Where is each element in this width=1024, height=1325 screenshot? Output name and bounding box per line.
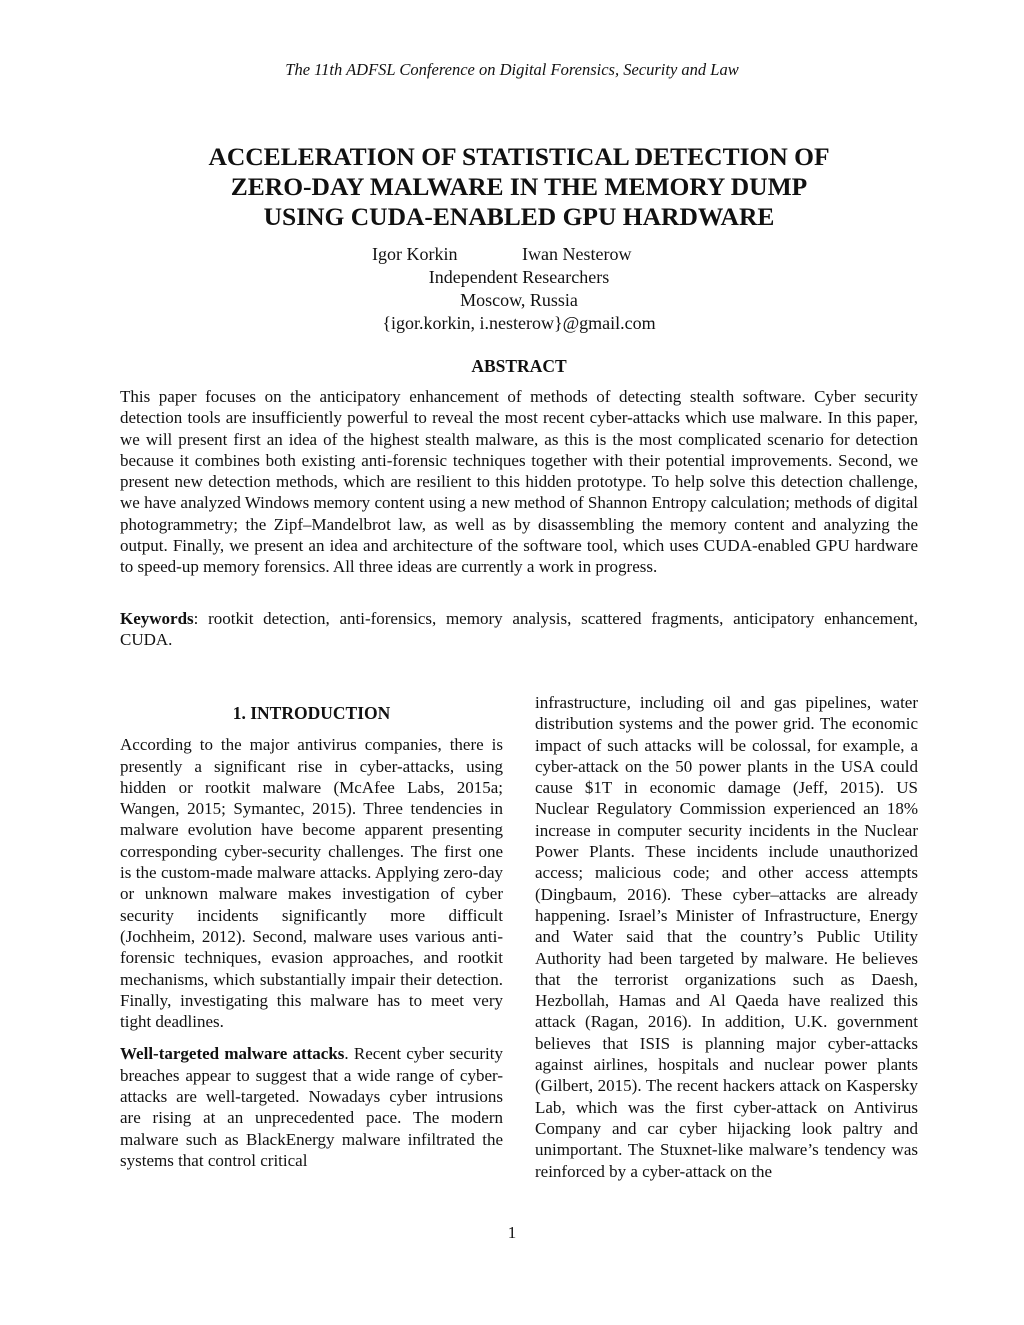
paragraph-2-label: Well-targeted malware attacks <box>120 1044 345 1064</box>
right-column-text: infrastructure, including oil and gas pipelines, water distribution systems and the power grid. The economic impact of such attacks will be colossal, for example, a cyber-attack on the 50 power plants in the USA could cause $1T in economic damage (Jeff, 2015). US Nuclear Regulatory Commission experienced an 18% increase in computer security incidents in the Nuclear Power Plants. These incidents include unauthorized access; malicious code; and other access attempts (Dingbaum, 2016). These cyber–attacks are already happening. Israel’s Minister of Infrastructure, Energy and Water said that the country’s Public Utility Authority had been targeted by malware. He believes that the terrorist organizations such as Daesh, Hezbollah, Hamas and Al Qaeda have realized this attack (Ragan, 2016). In addition, U.K. government believes that ISIS is planning major cyber-attacks against airlines, hospitals and nuclear power plants (Gilbert, 2015). The recent hackers attack on Kaspersky Lab, which was the first cyber-attack on Antivirus Company and car cyber hijacking look paltry and unimportant. The Stuxnet-like malware’s tendency was reinforced by a cyber-attack on the <box>535 693 918 1181</box>
author-name: Igor Korkin <box>372 244 458 264</box>
paragraph-2-text: . Recent cyber security breaches appear to suggest that a wide range of cyber-attacks are well-targeted. Nowadays cyber intrusions are rising at an unprecedented pace. The modern malware such as BlackEnergy malware infiltrated the systems that control critical <box>120 1044 504 1170</box>
introduction-paragraph-1: According to the major antivirus companies, there is presently a significant rise in cyber-attacks, using hidden or rootkit malware (McAfee Labs, 2015a; Wangen, 2015; Symantec, 2015). Three tendencies in malware evolution have become apparent presenting corresponding cyber-security challenges. The first one is the custom-made malware attacks. Applying zero-day or unknown malware makes investigation of cyber security incidents significantly more difficult (Jochheim, 2012). Second, malware uses various anti-forensic techniques, evasion approaches, and rootkit mechanisms, which substantially impair their detection. Finally, investigating this malware has to meet very tight deadlines. <box>120 735 503 1032</box>
abstract-heading: ABSTRACT <box>471 356 567 376</box>
page-number: 1 <box>507 1223 517 1242</box>
keywords-label: Keywords <box>120 609 194 628</box>
author-affiliation: Independent Researchers <box>428 267 610 287</box>
title-line-3: USING CUDA-ENABLED GPU HARDWARE <box>263 202 775 231</box>
author-email: {igor.korkin, i.nesterow}@gmail.com <box>382 313 656 333</box>
author-location: Moscow, Russia <box>460 290 578 310</box>
title-line-2: ZERO-DAY MALWARE IN THE MEMORY DUMP <box>230 172 808 201</box>
running-head: The 11th ADFSL Conference on Digital Forensics, Security and Law <box>285 60 739 79</box>
abstract-text: This paper focuses on the anticipatory enhancement of methods of detecting stealth software. Cyber security detection tools are insufficiently powerful to reveal the most recent cyber-attacks which use malware. In this paper, we will present first an idea of the highest stealth malware, as this is the most complicated scenario for detection because it combines both existing anti-forensic techniques together with their potential improvements. Second, we present new detection methods, which are resilient to this hidden prototype. To help solve this detection challenge, we have analyzed Windows memory content using a new method of Shannon Entropy calculation; methods of digital photogrammetry; the Zipf–Mandelbrot law, as well as by disassembling the memory content and analyzing the output. Finally, we present an idea and architecture of the software tool, which uses CUDA-enabled GPU hardware to speed-up memory forensics. All three ideas are currently a work in progress. <box>120 387 918 577</box>
author-name: Iwan Nesterow <box>522 244 632 264</box>
paper-title <box>120 142 918 232</box>
author-names <box>120 243 918 266</box>
author-block <box>120 243 918 335</box>
keywords-text: : rootkit detection, anti-forensics, memory analysis, scattered fragments, anticipatory enhancement, CUDA. <box>120 609 918 650</box>
left-column <box>120 703 503 1171</box>
right-column <box>535 692 918 1182</box>
introduction-paragraph-2 <box>120 1043 503 1171</box>
keywords <box>120 608 918 651</box>
title-line-1: ACCELERATION OF STATISTICAL DETECTION OF <box>208 142 830 171</box>
introduction-heading: 1. INTRODUCTION <box>232 703 391 723</box>
